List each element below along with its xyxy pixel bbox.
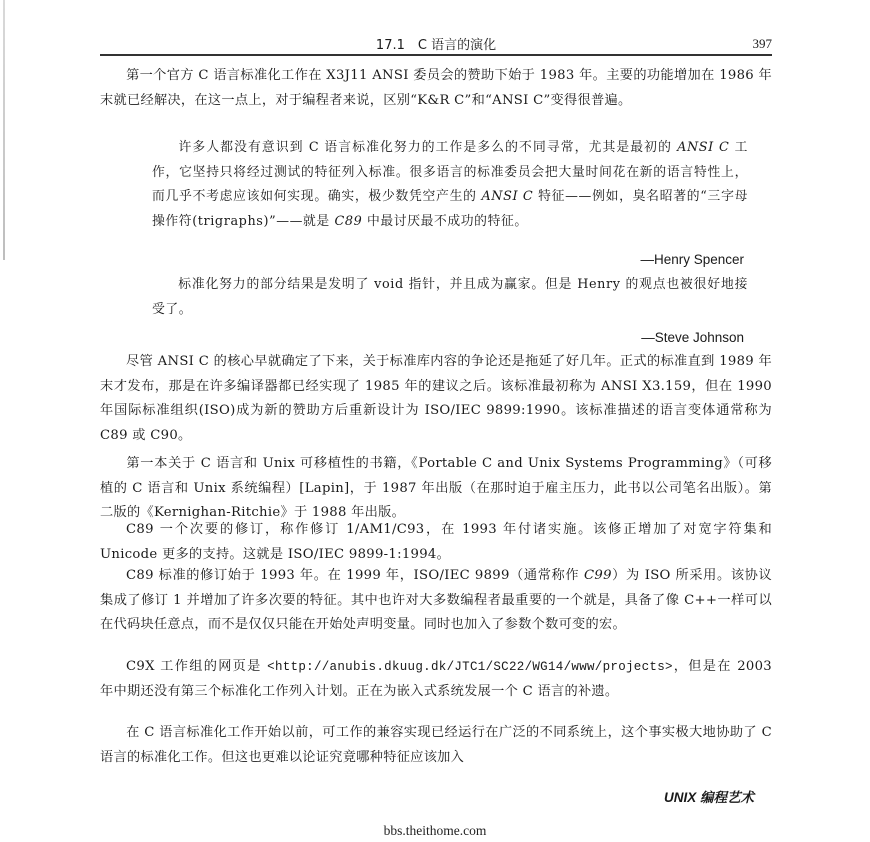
running-head [100,32,772,56]
paragraph-prestandard-implementations [100,721,772,770]
attribution-steve-johnson: —Steve Johnson [641,330,744,345]
quote-henry-spencer [152,136,748,234]
paragraph-ansi-start [100,64,772,113]
paragraph-text: C89 标准的修订始于 1993 年。在 1999 年，ISO/IEC 9899（通常称作 [126,568,585,583]
paragraph-portable-c-book [100,452,772,526]
paragraph-c99 [100,564,772,638]
quote-text: 许多人都没有意识到 C 语言标准化努力的工作是多么的不同寻常，尤其是最初的 [178,140,678,155]
paragraph-text: 第一个官方 C 语言标准化工作在 X3J11 ANSI 委员会的赞助下始于 1983 年。主要的功能增加在 1986 年末就已经解决，在这一点上，对于编程者来说，区别“K&R C”和“ANSI C”变得很普遍。 [100,68,772,108]
paragraph-text: ）为 ISO 所采用。该协议集成了修订 1 并增加了许多次要的特征。其中也许对大多数编程者最重要的一个就是，具备了像 C++一样可以在代码块任意点，而不是仅仅只能在开始处声明变量。同时也加入了参数个数可变的宏。 [100,568,772,632]
paragraph-ansi-x3159 [100,350,772,448]
c89-term: C89 [334,213,363,229]
site-watermark: bbs.theithome.com [383,823,487,838]
paragraph-text: ，但是在 2003 年中期还没有第三个标准化工作列入计划。正在为嵌入式系统发展一个 C 语言的补遗。 [100,659,772,699]
quote-steve-johnson [152,273,748,322]
attribution-henry-spencer: —Henry Spencer [640,252,744,267]
c99-term: C99 [584,568,612,583]
quote-text: 工作，它坚持只将经过测试的特征列入标准。很多语言的标准委员会把大量时间花在新的语言特性上，而几乎不考虑应该如何实现。确实，极少数凭空产生的 [152,140,748,204]
quote-text: 中最讨厌最不成功的特征。 [362,213,528,229]
paragraph-text: C9X 工作组的网页是 [126,659,268,674]
quote-text: 标准化努力的部分结果是发明了 void 指针，并且成为赢家。但是 Henry 的观点也被很好地接受了。 [152,277,748,317]
quote-text: 特征——例如，臭名昭著的“三字母操作符(trigraphs)”——就是 [152,189,748,229]
page-number: 397 [752,36,772,51]
paragraph-text: 第一本关于 C 语言和 Unix 可移植性的书籍，《Portable C and Unix Systems Programming》（可移植的 C 语言和 Unix 系统编程）[Lapin]，于 1987 年出版（在那时迫于雇主压力，此书以公司笔名出版）。第二版的《Kernighan-Ritchie》于 1988 年出版。 [100,456,772,520]
paragraph-text: 在 C 语言标准化工作开始以前，可工作的兼容实现已经运行在广泛的不同系统上，这个事实极大地协助了 C 语言的标准化工作。但这也更难以论证究竟哪种特征应该加入 [100,725,772,765]
paragraph-c9x-working-group [100,655,772,704]
wg14-url-link[interactable]: <http://anubis.dkuug.dk/JTC1/SC22/WG14/www/projects> [267,660,673,674]
paragraph-text: C89 一个次要的修订，称作修订 1/AM1/C93，在 1993 年付诸实施。该修正增加了对宽字符集和 Unicode 更多的支持。这就是 ISO/IEC 9899-1:1994。 [100,522,772,562]
section-title: 17.1 C 语言的演化 [375,38,497,53]
paragraph-text: 尽管 ANSI C 的核心早就确定了下来，关于标准库内容的争论还是拖延了好几年。正式的标准直到 1989 年末才发布，那是在许多编译器都已经实现了 1985 年的建议之后。该标准最初称为 ANSI X3.159，但在 1990 年国际标准组织(ISO)成为新的赞助方后重新设计为 ISO/IEC 9899:1990。该标准描述的语言变体通常称为 C89 或 C90。 [100,354,772,443]
book-title-footer: UNIX 编程艺术 [663,790,754,805]
ansi-c-term: ANSI C [481,189,534,204]
scan-edge-shadow [3,0,5,260]
paragraph-c93-amendment [100,518,772,567]
ansi-c-term: ANSI C [677,140,730,155]
